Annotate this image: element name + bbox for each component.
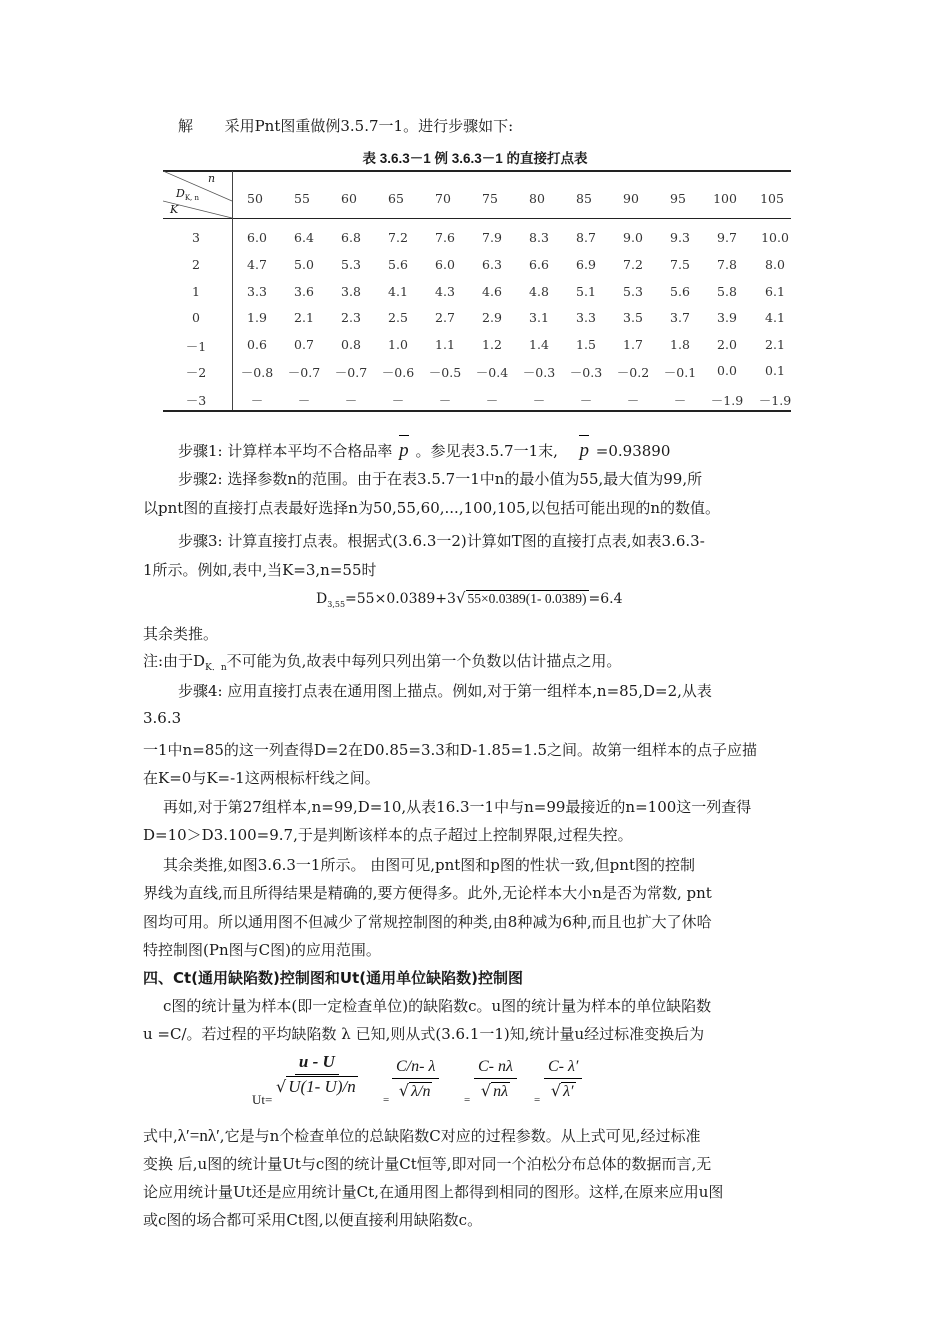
pbar-symbol-1: p xyxy=(399,441,409,461)
para-rest-line3: 图均可用。所以通用图不但减少了常规控制图的种类,由8种减为6种,而且也扩大了休哈 xyxy=(143,913,712,931)
table-cell: 3.3 xyxy=(247,284,267,299)
step1-text-a: 步骤1: 计算样本平均不合格品率 xyxy=(178,442,393,460)
table-cell: － xyxy=(250,393,264,408)
table-cell: 3.9 xyxy=(717,310,737,325)
table-cell: 2.0 xyxy=(717,337,737,352)
row-k-label: －2 xyxy=(185,365,207,380)
table-cell: 5.8 xyxy=(717,284,737,299)
table-cell: 5.1 xyxy=(576,284,596,299)
para-c-line1: c图的统计量为样本(即一定检查单位)的缺陷数c。u图的统计量为样本的单位缺陷数 xyxy=(163,997,712,1015)
column-header: 85 xyxy=(576,191,592,206)
table-cell: 0.1 xyxy=(765,363,785,378)
table-cell: 0.7 xyxy=(294,337,314,352)
table-cell: 6.8 xyxy=(341,230,361,245)
column-header: 60 xyxy=(341,191,357,206)
table-cell: － xyxy=(626,393,640,408)
table-cell: 4.1 xyxy=(765,310,785,325)
table-top-rule xyxy=(163,170,791,172)
table-bottom-rule xyxy=(163,410,791,412)
row-k-label: 0 xyxy=(192,310,200,325)
table-cell: 8.7 xyxy=(576,230,596,245)
table-cell: －0.3 xyxy=(522,365,556,380)
step2-line1: 步骤2: 选择参数n的范围。由于在表3.5.7一1中n的最小值为55,最大值为99,所 xyxy=(178,470,703,488)
column-header: 50 xyxy=(247,191,263,206)
header-d-label: $D_{K, n}$ xyxy=(176,187,200,203)
row-k-label: －3 xyxy=(185,393,207,408)
intro-label: 解 xyxy=(178,117,194,135)
table-cell: 7.2 xyxy=(388,230,408,245)
step1-line xyxy=(178,441,670,461)
table-cell: －1.9 xyxy=(710,393,744,408)
table-cell: 7.8 xyxy=(717,257,737,272)
table-cell: 6.6 xyxy=(529,257,549,272)
table-cell: － xyxy=(344,393,358,408)
formula-d355: $D_{3,55}=55\times 0.0389+3√$ 55×0.0389(1- 0.0389) =6.4 xyxy=(316,589,623,609)
table-cell: 7.9 xyxy=(482,230,502,245)
table-cell: 1.5 xyxy=(576,337,596,352)
table-cell: 4.6 xyxy=(482,284,502,299)
table-cell: － xyxy=(532,393,546,408)
step1-value: =0.93890 xyxy=(595,442,671,460)
table-cell: 5.6 xyxy=(670,284,690,299)
table-cell: 9.0 xyxy=(623,230,643,245)
para-again-line1: 再如,对于第27组样本,n=99,D=10,从表16.3一1中与n=99最接近的n=100这一列查得 xyxy=(163,798,752,816)
column-header: 70 xyxy=(435,191,451,206)
table-title: 表 3.6.3－1 例 3.6.3－1 的直接打点表 xyxy=(362,151,588,166)
table-cell: － xyxy=(673,393,687,408)
table-cell: －0.1 xyxy=(663,365,697,380)
intro-text: 采用Pnt图重做例3.5.7一1。进行步骤如下: xyxy=(224,117,514,135)
table-cell: 2.5 xyxy=(388,310,408,325)
table-cell: 4.8 xyxy=(529,284,549,299)
para-rest-line2: 界线为直线,而且所得结果是精确的,要方便得多。此外,无论样本大小n是否为常数, pnt xyxy=(143,884,712,902)
table-cell: 2.9 xyxy=(482,310,502,325)
para-rest-line1: 其余类推,如图3.6.3一1所示。 由图可见,pnt图和p图的性状一致,但pnt图的控制 xyxy=(163,856,695,874)
para-again-line2: D=10＞D3.100=9.7,于是判断该样本的点子超过上控制界限,过程失控。 xyxy=(143,826,633,844)
table-cell: 7.2 xyxy=(623,257,643,272)
table-cell: 7.6 xyxy=(435,230,455,245)
column-header: 75 xyxy=(482,191,498,206)
table-cell: －0.4 xyxy=(475,365,509,380)
table-cell: 4.3 xyxy=(435,284,455,299)
table-cell: 5.3 xyxy=(623,284,643,299)
table-cell: 3.7 xyxy=(670,310,690,325)
table-cell: －0.7 xyxy=(287,365,321,380)
table-cell: 8.0 xyxy=(765,257,785,272)
step3-line1: 步骤3: 计算直接打点表。根据式(3.6.3一2)计算如T图的直接打点表,如表3.6.3- xyxy=(178,532,705,550)
table-cell: 2.1 xyxy=(765,337,785,352)
row-k-label: 3 xyxy=(192,230,200,245)
table-cell: 6.9 xyxy=(576,257,596,272)
step4-line4: 在K=0与K=-1这两根标杆线之间。 xyxy=(143,769,380,787)
column-header: 90 xyxy=(623,191,639,206)
section-heading: 四、Ct(通用缺陷数)控制图和Ut(通用单位缺陷数)控制图 xyxy=(143,969,523,987)
table-cell: － xyxy=(579,393,593,408)
table-cell: 10.0 xyxy=(761,230,789,245)
final-line4: 或c图的场合都可采用Ct图,以便直接利用缺陷数c。 xyxy=(143,1211,483,1229)
table-cell: 3.8 xyxy=(341,284,361,299)
table-cell: 0.0 xyxy=(717,363,737,378)
column-header: 55 xyxy=(294,191,310,206)
header-k-label: K xyxy=(170,203,179,216)
final-line2: 变换 后,u图的统计量Ut与c图的统计量Ct恒等,即对同一个泊松分布总体的数据而言,无 xyxy=(143,1155,712,1173)
note-line: 注:由于$D_{K.n}$不可能为负,故表中每列只列出第一个负数以估计描点之用。 xyxy=(143,652,622,673)
table-cell: － xyxy=(438,393,452,408)
table-cell: 6.0 xyxy=(435,257,455,272)
table-cell: 1.0 xyxy=(388,337,408,352)
table-cell: 6.1 xyxy=(765,284,785,299)
table-cell: 1.9 xyxy=(247,310,267,325)
step3-line2: 1所示。例如,表中,当K=3,n=55时 xyxy=(143,561,377,579)
table-cell: 6.4 xyxy=(294,230,314,245)
table-cell: 1.2 xyxy=(482,337,502,352)
header-n-label: n xyxy=(208,172,216,185)
table-cell: 3.5 xyxy=(623,310,643,325)
step4-line3: 一1中n=85的这一列查得D=2在D0.85=3.3和D-1.85=1.5之间。故第一组样本的点子应描 xyxy=(143,741,758,759)
column-header: 65 xyxy=(388,191,404,206)
step4-line1: 步骤4: 应用直接打点表在通用图上描点。例如,对于第一组样本,n=85,D=2,从表 xyxy=(178,682,712,700)
table-cell: －0.8 xyxy=(240,365,274,380)
table-cell: 9.3 xyxy=(670,230,690,245)
table-cell: －0.2 xyxy=(616,365,650,380)
column-header: 95 xyxy=(670,191,686,206)
para-rest-line4: 特控制图(Pn图与C图)的应用范围。 xyxy=(143,941,381,959)
table-cell: 2.3 xyxy=(341,310,361,325)
table-cell: 5.3 xyxy=(341,257,361,272)
table-cell: －0.7 xyxy=(334,365,368,380)
table-cell: 5.0 xyxy=(294,257,314,272)
table-cell: 6.0 xyxy=(247,230,267,245)
table-cell: － xyxy=(297,393,311,408)
table-cell: － xyxy=(485,393,499,408)
table-cell: 2.1 xyxy=(294,310,314,325)
step2-line2: 以pnt图的直接打点表最好选择n为50,55,60,...,100,105,以包括可能出现的n的数值。 xyxy=(143,499,721,517)
table-cell: 6.3 xyxy=(482,257,502,272)
column-header: 100 xyxy=(713,191,737,206)
table-cell: 4.1 xyxy=(388,284,408,299)
row-k-label: 1 xyxy=(192,284,200,299)
rest-line: 其余类推。 xyxy=(143,625,219,643)
table-cell: － xyxy=(391,393,405,408)
column-header: 105 xyxy=(760,191,784,206)
table-cell: －0.5 xyxy=(428,365,462,380)
table-cell: 3.1 xyxy=(529,310,549,325)
pbar-symbol-2: p xyxy=(579,441,589,461)
final-line1: 式中,λ′=nλ′,它是与n个检查单位的总缺陷数C对应的过程参数。从上式可见,经过标准 xyxy=(143,1126,701,1145)
row-k-label: 2 xyxy=(192,257,200,272)
table-cell: 2.7 xyxy=(435,310,455,325)
table-cell: －0.6 xyxy=(381,365,415,380)
table-cell: 1.4 xyxy=(529,337,549,352)
step1-text-b: 。参见表3.5.7一1末, xyxy=(415,442,558,460)
table-cell: 8.3 xyxy=(529,230,549,245)
table-cell: －1.9 xyxy=(758,393,792,408)
intro-line xyxy=(178,116,513,136)
table-cell: 0.8 xyxy=(341,337,361,352)
column-header: 80 xyxy=(529,191,545,206)
table-cell: 4.7 xyxy=(247,257,267,272)
step4-line2: 3.6.3 xyxy=(143,709,182,727)
final-line3: 论应用统计量Ut还是应用统计量Ct,在通用图上都得到相同的图形。这样,在原来应用u图 xyxy=(143,1183,724,1201)
table-cell: 1.8 xyxy=(670,337,690,352)
table-cell: 7.5 xyxy=(670,257,690,272)
table-cell: 9.7 xyxy=(717,230,737,245)
row-k-label: －1 xyxy=(185,339,207,354)
table-cell: －0.3 xyxy=(569,365,603,380)
table-cell: 0.6 xyxy=(247,337,267,352)
table-cell: 1.1 xyxy=(435,337,455,352)
para-c-line2: u =C/。若过程的平均缺陷数 λ 已知,则从式(3.6.1一1)知,统计量u经过标准变换后为 xyxy=(143,1025,705,1043)
table-cell: 3.6 xyxy=(294,284,314,299)
table-cell: 5.6 xyxy=(388,257,408,272)
table-cell: 3.3 xyxy=(576,310,596,325)
table-header-rule xyxy=(163,218,791,219)
table-cell: 1.7 xyxy=(623,337,643,352)
